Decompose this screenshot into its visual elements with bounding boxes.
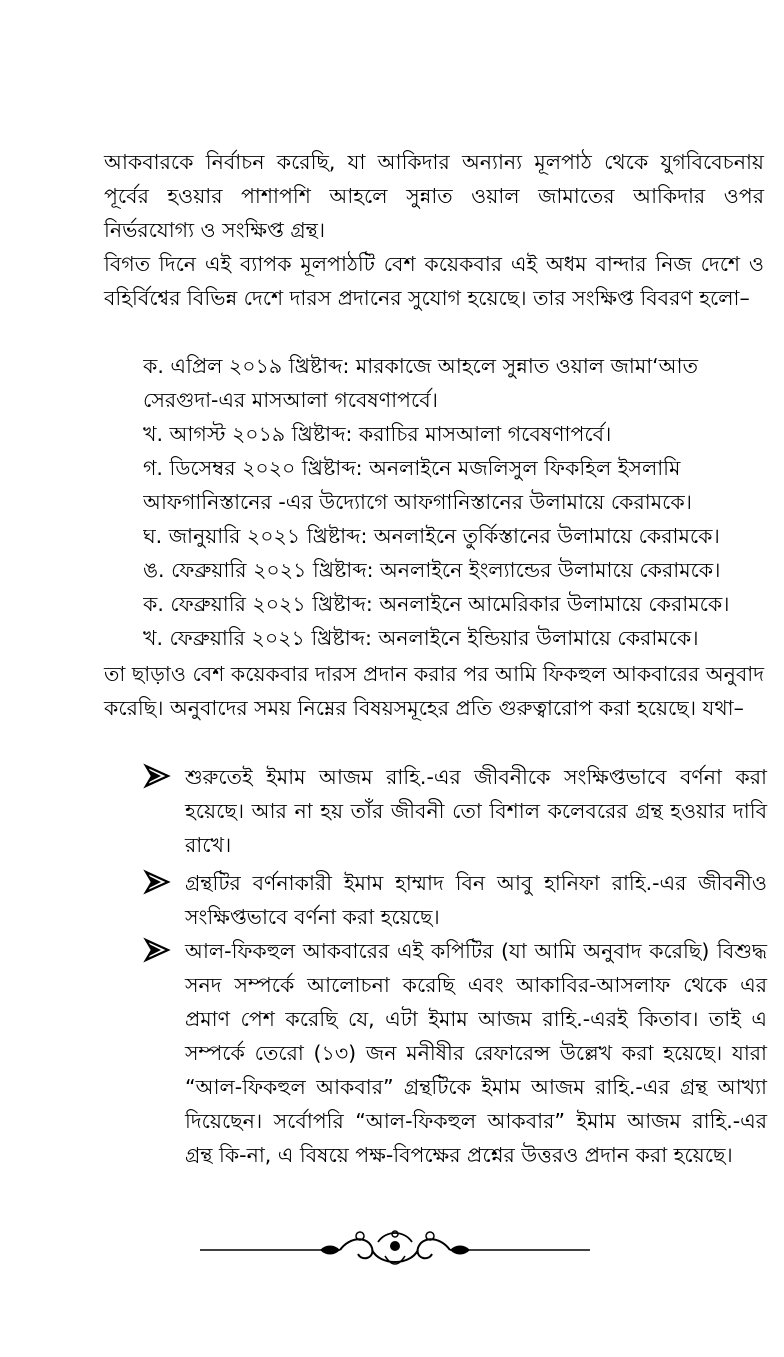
list-line: ক. এপ্রিল ২০১৯ খ্রিষ্টাব্দ: মারকাজে আহলে সুন্নাত ওয়াল জামা‘আত <box>143 354 698 378</box>
paragraph-teaching-history: বিগত দিনে এই ব্যাপক মূলপাঠটি বেশ কয়েকবার এই অধম বান্দার নিজ দেশে ও বহির্বিশ্বের বিভিন্ন দেশে দারস প্রদানের সুযোগ হয়েছে। তার সংক্ষিপ্ত বিবরণ হলো– <box>104 252 764 310</box>
arrowhead-bullet-icon <box>143 762 171 790</box>
bullet-text: গ্রন্থটির বর্ণনাকারী ইমাম হাম্মাদ বিন আবু হানিফা রাহি.-এর জীবনীও সংক্ষিপ্তভাবে বর্ণনা করা হয়েছে। <box>185 871 767 929</box>
list-line: ক. ফেব্রুয়ারি ২০২১ খ্রিষ্টাব্দ: অনলাইনে আমেরিকার উলামায়ে কেরামকে। <box>143 592 730 616</box>
list-line: গ. ডিসেম্বর ২০২০ খ্রিষ্টাব্দ: অনলাইনে মজলিসুল ফিকহিল ইসলামি <box>143 456 681 480</box>
list-line: খ. ফেব্রুয়ারি ২০২১ খ্রিষ্টাব্দ: অনলাইনে ইন্ডিয়ার উলামায়ে কেরামকে। <box>143 626 699 650</box>
floral-divider-ornament <box>200 1222 590 1278</box>
bullet-text: শুরুতেই ইমাম আজম রাহি.-এর জীবনীকে সংক্ষিপ্তভাবে বর্ণনা করা হয়েছে। আর না হয় তাঁর জীবনী তো বিশাল কলেবরের গ্রন্থ হওয়ার দাবি রাখে। <box>185 765 767 857</box>
paragraph-translation-notes: তা ছাড়াও বেশ কয়েকবার দারস প্রদান করার পর আমি ফিকহুল আকবারের অনুবাদ করেছি। অনুবাদের সময় নিম্নের বিষয়সমূহের প্রতি গুরুত্বারোপ করা হয়েছে। যথা– <box>104 662 764 720</box>
list-line: ঘ. জানুয়ারি ২০২১ খ্রিষ্টাব্দ: অনলাইনে তুর্কিস্তানের উলামায়ে কেরামকে। <box>143 524 720 548</box>
arrowhead-bullet-icon <box>143 868 171 896</box>
arrowhead-bullet-icon <box>143 936 171 964</box>
bullet-text: আল-ফিকহুল আকবারের এই কপিটির (যা আমি অনুবাদ করেছি) বিশুদ্ধ সনদ সম্পর্কে আলোচনা করেছি এবং আকাবির-আসলাফ থেকে এর প্রমাণ পেশ করেছি যে, এটা ইমাম আজম রাহি.-এরই কিতাব। তাই এ সম্পর্কে তেরো (১৩) জন মনীষীর রেফারেন্স উল্লেখ করা হয়েছে। যারা “আল-ফিকহুল আকবার” গ্রন্থটিকে ইমাম আজম রাহি.-এর গ্রন্থ আখ্যা দিয়েছেন। সর্বোপরি “আল-ফিকহুল আকবার” ইমাম আজম রাহি.-এর গ্রন্থ কি-না, এ বিষয়ে পক্ষ-বিপক্ষের প্রশ্নের উত্তরও প্রদান করা হয়েছে। <box>185 939 767 1167</box>
list-line: আফগানিস্তানের -এর উদ্যোগে আফগানিস্তানের উলামায়ে কেরামকে। <box>143 490 693 514</box>
list-line: খ. আগস্ট ২০১৯ খ্রিষ্টাব্দ: করাচির মাসআলা গবেষণাপর্বে। <box>143 422 612 446</box>
list-line: সেরগুদা-এর মাসআলা গবেষণাপর্বে। <box>143 388 438 412</box>
paragraph-intro: আকবারকে নির্বাচন করেছি, যা আকিদার অন্যান্য মূলপাঠ থেকে যুগবিবেচনায় পূর্বের হওয়ার পাশাপশি আহলে সুন্নাত ওয়াল জামাতের আকিদার ওপর নির্ভরযোগ্য ও সংক্ষিপ্ত গ্রন্থ। <box>104 150 764 242</box>
list-line: ঙ. ফেব্রুয়ারি ২০২১ খ্রিষ্টাব্দ: অনলাইনে ইংল্যান্ডের উলামায়ে কেরামকে। <box>143 558 721 582</box>
